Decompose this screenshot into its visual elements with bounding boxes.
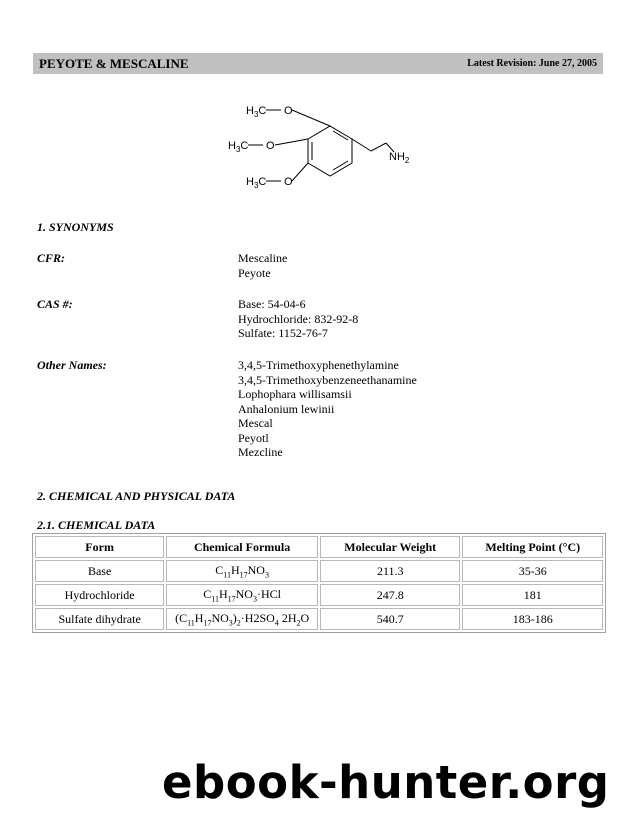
other-name: Peyotl (238, 430, 269, 445)
column-header: Chemical Formula (166, 536, 318, 558)
other-names-values (238, 358, 417, 460)
subsection-heading-chemical-data: 2.1. CHEMICAL DATA (37, 518, 156, 532)
cas-values (238, 297, 358, 341)
section-heading-chemical-physical: 2. CHEMICAL AND PHYSICAL DATA (37, 489, 236, 503)
other-names-label: Other Names: (37, 358, 107, 372)
svg-text:H3C: $H_3C$ (228, 140, 249, 154)
other-name: 3,4,5-Trimethoxybenzeneethanamine (238, 372, 417, 387)
cfr-value: Peyote (238, 265, 271, 280)
other-name: Mescal (238, 416, 273, 430)
column-header: Form (35, 536, 164, 558)
formula-cell: $(C_{11}H_{17}NO_3)_2\cdot H2SO_4$ $2H_2O$ (166, 608, 318, 630)
table-header-row (35, 536, 603, 558)
form-cell: Hydrochloride (35, 584, 164, 606)
svg-text:O: O (284, 176, 293, 188)
cas-value: Base: 54-04-6 (238, 297, 306, 311)
revision-date: Latest Revision: June 27, 2005 (467, 58, 597, 69)
cas-label: CAS #: (37, 297, 73, 311)
form-cell: Base (35, 560, 164, 582)
cas-value: Hydrochloride: 832-92-8 (238, 311, 359, 326)
table-row (35, 608, 603, 630)
methoxy-label-2 (228, 140, 275, 154)
other-name: Mezcline (238, 445, 283, 459)
svg-text:H3C: $H_3C$ (246, 105, 267, 119)
methoxy-label-3 (246, 176, 293, 190)
svg-text:H3C: $H_3C$ (246, 176, 267, 190)
other-name: Anhalonium lewinii (238, 401, 335, 416)
mescaline-structure-diagram (220, 98, 420, 193)
molecular-weight-cell: 540.7 (320, 608, 461, 630)
methoxy-label-1 (246, 105, 293, 119)
formula-cell: $C_{11}H_{17}NO_3$ (166, 560, 318, 582)
cas-value: Sulfate: 1152-76-7 (238, 326, 328, 340)
formula-cell: $C_{11}H_{17}NO_3\cdot HCl$ (166, 584, 318, 606)
amine-label: $NH_2$ (389, 151, 410, 165)
svg-text:O: O (284, 105, 293, 117)
cfr-label: CFR: (37, 251, 66, 265)
molecular-weight-cell: 211.3 (320, 560, 461, 582)
form-cell: Sulfate dihydrate (35, 608, 164, 630)
molecular-weight-cell: 247.8 (320, 584, 461, 606)
section-heading-synonyms: 1. SYNONYMS (37, 220, 114, 234)
table-row (35, 560, 603, 582)
cfr-value: Mescaline (238, 251, 288, 265)
page-header (33, 53, 603, 74)
column-header: Melting Point (°C) (462, 536, 603, 558)
melting-point-cell: 35-36 (462, 560, 603, 582)
melting-point-cell: 183-186 (462, 608, 603, 630)
page-title: PEYOTE & MESCALINE (39, 55, 189, 71)
melting-point-cell: 181 (462, 584, 603, 606)
column-header: Molecular Weight (320, 536, 461, 558)
other-name: 3,4,5-Trimethoxyphenethylamine (238, 358, 399, 372)
other-name: Lophophara willisamsii (238, 387, 352, 401)
table-row (35, 584, 603, 606)
watermark-text: ebook-hunter.org (162, 756, 610, 809)
cfr-values (238, 251, 287, 280)
svg-text:O: O (266, 140, 275, 152)
chemical-data-table (32, 533, 606, 633)
